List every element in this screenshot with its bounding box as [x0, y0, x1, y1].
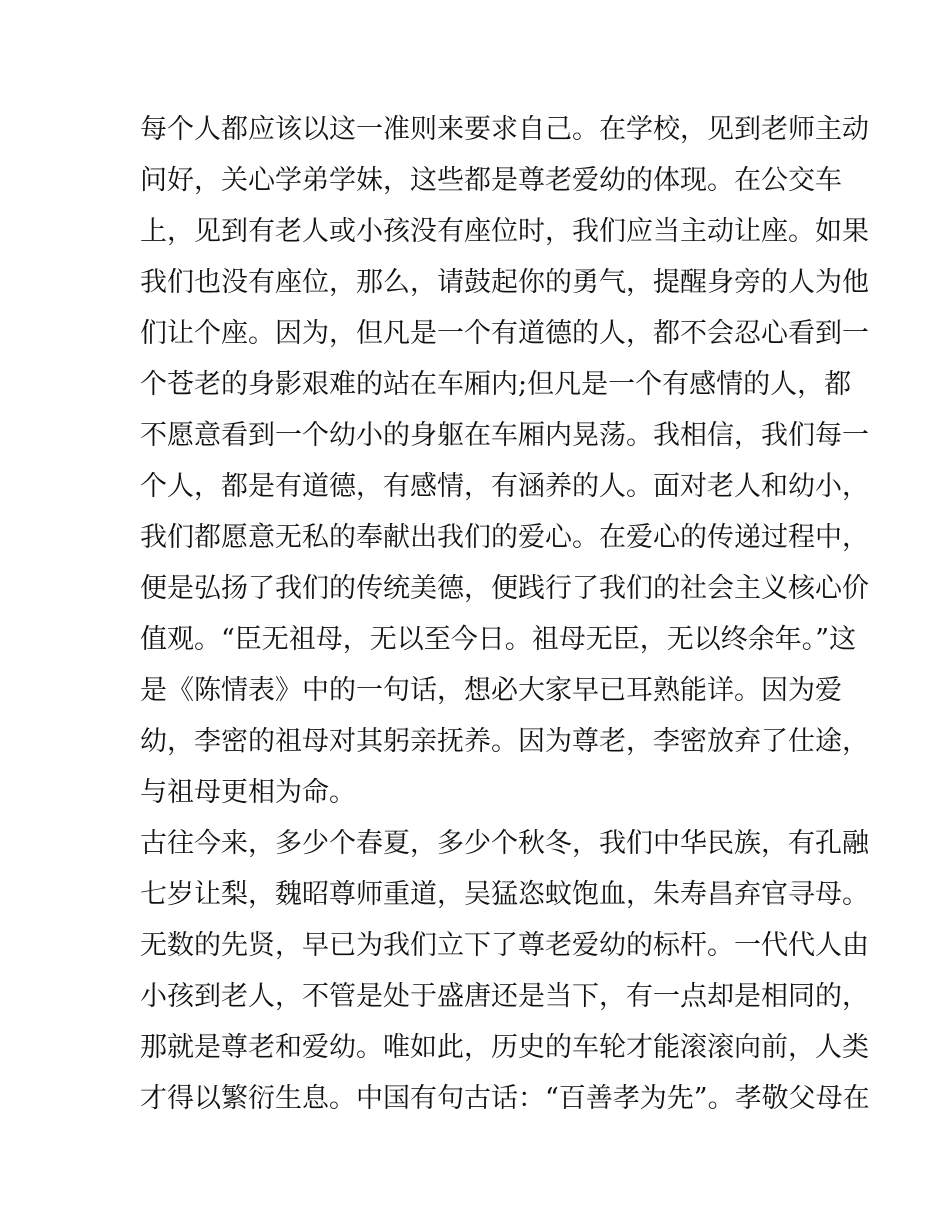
text-line: 那就是尊老和爱幼。唯如此，历史的车轮才能滚滚向前，人类: [140, 1032, 869, 1063]
text-line: 古往今来，多少个春夏，多少个秋冬，我们中华民族，有孔融: [140, 828, 869, 859]
text-line: 七岁让梨，魏昭尊师重道，吴猛恣蚊饱血，朱寿昌弃官寻母。: [140, 879, 869, 910]
text-line: 问好，关心学弟学妹，这些都是尊老爱幼的体现。在公交车: [140, 165, 842, 196]
text-line: 小孩到老人，不管是处于盛唐还是当下，有一点却是相同的，: [140, 981, 869, 1012]
text-line: 们让个座。因为，但凡是一个有道德的人，都不会忍心看到一: [140, 318, 869, 349]
text-line: 值观。“臣无祖母，无以至今日。祖母无臣，无以终余年。”这: [140, 624, 857, 655]
text-line: 幼，李密的祖母对其躬亲抚养。因为尊老，李密放弃了仕途，: [140, 726, 869, 757]
text-line: 每个人都应该以这一准则来要求自己。在学校，见到老师主动: [140, 114, 869, 145]
text-line: 与祖母更相为命。: [140, 777, 356, 808]
text-line: 不愿意看到一个幼小的身躯在车厢内晃荡。我相信，我们每一: [140, 420, 869, 451]
paragraph-1: [140, 104, 869, 818]
text-line: 是《陈情表》中的一句话，想必大家早已耳熟能详。因为爱: [140, 675, 842, 706]
text-line: 上，见到有老人或小孩没有座位时，我们应当主动让座。如果: [140, 216, 869, 247]
paragraph-2: [140, 818, 870, 1124]
text-line: 无数的先贤，早已为我们立下了尊老爱幼的标杆。一代代人由: [140, 930, 869, 961]
text-line: 才得以繁衍生息。中国有句古话：“百善孝为先”。孝敬父母在: [140, 1083, 870, 1114]
text-line: 我们都愿意无私的奉献出我们的爱心。在爱心的传递过程中，: [140, 522, 869, 553]
text-line: 个人，都是有道德，有感情，有涵养的人。面对老人和幼小，: [140, 471, 869, 502]
text-line: 个苍老的身影艰难的站在车厢内;但凡是一个有感情的人，都: [140, 369, 852, 400]
text-line: 我们也没有座位，那么，请鼓起你的勇气，提醒身旁的人为他: [140, 267, 869, 298]
text-line: 便是弘扬了我们的传统美德，便践行了我们的社会主义核心价: [140, 573, 869, 604]
body-text: [140, 104, 870, 1124]
